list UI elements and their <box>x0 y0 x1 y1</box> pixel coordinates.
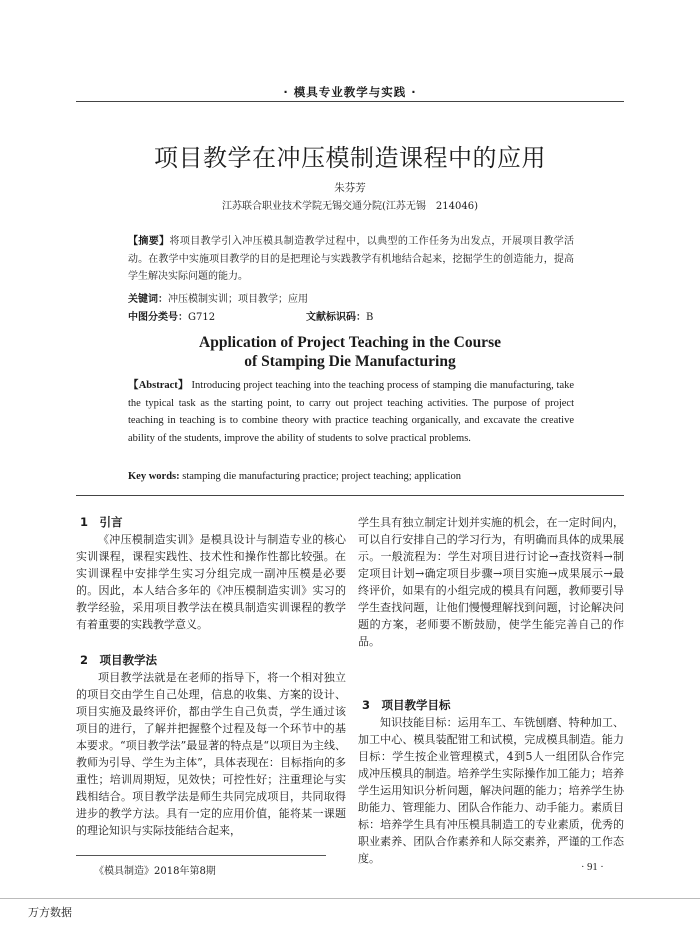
journal-citation: 《模具制造》2018年第8期 <box>94 866 216 877</box>
project-teaching-continued <box>358 514 624 650</box>
teaching-goals-paragraph <box>358 714 624 867</box>
classification-line <box>128 309 574 327</box>
en-abstract-text: Introducing project teaching into the teaching process of stamping die manufacturing, take the typical task as the starting point, to carry out project teaching activities. The purpose of project teaching in teaching is to combine theory with practice teaching organically, and excavate the creative ability of the students, improve the ability of students to solve practical problems. <box>128 380 575 444</box>
paragraph: 学生具有独立制定计划并实施的机会，在一定时间内，可以自行安排自己的学习行为，有明确而具体的成果展示。一般流程为：学生对项目进行讨论→查找资料→制定项目计划→确定项目步骤→项目实施→成果展示→最终评价，如果有的小组完成的模具有问题，教师要引导学生查找问题，让他们慢慢理解找到问题，讨论解决问题的方案，老师要不断鼓励，使学生能完善自己的作品。 <box>358 516 624 648</box>
footer-rule <box>76 855 326 856</box>
keywords-label: 关键词： <box>128 294 168 305</box>
english-title-line2: of Stamping Die Manufacturing <box>244 353 456 370</box>
abstract-text: 将项目教学引入冲压模具制造教学过程中，以典型的工作任务为出发点，开展项目教学活动。在教学中实施项目教学的目的是把理论与实践教学有机地结合起来，挖掘学生的创造能力，提高学生解决实际问题的能力。 <box>128 236 575 282</box>
affiliation: 江苏联合职业技术学院无锡交通分院(江苏无锡 214046) <box>222 201 478 212</box>
keywords-text: 冲压模制实训；项目教学；应用 <box>168 294 308 305</box>
abstract-label: 【摘要】 <box>128 236 170 247</box>
en-abstract-label: 【Abstract】 <box>128 380 189 391</box>
chinese-abstract <box>128 233 574 286</box>
header-rule <box>76 101 624 102</box>
heading-introduction: 1 引言 <box>80 515 123 529</box>
intro-paragraph <box>76 531 346 633</box>
paragraph: 《冲压模制造实训》是模具设计与制造专业的核心实训课程，课程实践性、技术性和操作性都比较强。在实训课程中安排学生实习分组完成一副冲压模是必要的。因此，本人结合多年的《冲压模制造实训》实习的教学经验，采用项目教学法在模具制造实训课程的教学有着重要的实践教学意义。 <box>76 533 346 631</box>
clc-label: 中图分类号： <box>128 312 188 323</box>
wanfang-watermark: 万方数据 <box>28 906 72 919</box>
paragraph: 知识技能目标：运用车工、车铣刨磨、特种加工、加工中心、模具装配钳工和试模，完成模具制造。能力目标：学生按企业管理模式，4到5人一组团队合作完成冲压模具的制造。培养学生实际操作加工能力；培养学生运用知识分析问题，解决问题的能力；培养学生协助能力、管理能力、团队合作能力、动手能力。素质目标：培养学生具有冲压模具制造工的专业素质，优秀的职业素养、团队合作素养和人际交素养，严谨的工作态度。 <box>358 716 624 865</box>
heading-teaching-goals: 3 项目教学目标 <box>362 698 451 712</box>
en-keywords-label: Key words: <box>128 471 180 482</box>
section-divider <box>76 495 624 496</box>
doc-code-value: B <box>366 312 374 323</box>
paragraph: 项目教学法就是在老师的指导下，将一个相对独立的项目交由学生自己处理，信息的收集、方案的设计、项目实施及最终评价，都由学生自己负责，学生通过该项目的进行，了解并把握整个过程及每一个环节中的基本要求。“项目教学法”最显著的特点是“以项目为主线、教师为引导、学生为主体”，具体表现在：目标指向的多重性；培训周期短，见效快；可控性好；注重理论与实践相结合。项目教学法是师生共同完成项目，共同取得进步的教学方法。具有一定的应用价值，能将某一课题的理论知识与实际技能结合起来， <box>76 671 346 837</box>
section-header: · 模具专业教学与实践 · <box>283 85 417 99</box>
page-number: · 91 · <box>581 862 604 873</box>
author: 朱芬芳 <box>334 182 366 194</box>
en-keywords-text: stamping die manufacturing practice; project teaching; application <box>182 471 461 482</box>
watermark-rule <box>0 898 700 899</box>
chinese-title: 项目教学在冲压模制造课程中的应用 <box>154 144 546 172</box>
english-abstract <box>128 377 574 447</box>
english-title-line1: Application of Project Teaching in the Course <box>199 334 501 351</box>
chinese-keywords <box>128 291 574 309</box>
doc-code-label: 文献标识码： <box>306 312 366 323</box>
project-teaching-paragraph <box>76 669 346 839</box>
english-keywords <box>128 468 574 486</box>
clc-value: G712 <box>188 312 216 323</box>
english-title <box>0 333 700 371</box>
heading-project-teaching: 2 项目教学法 <box>80 653 158 667</box>
